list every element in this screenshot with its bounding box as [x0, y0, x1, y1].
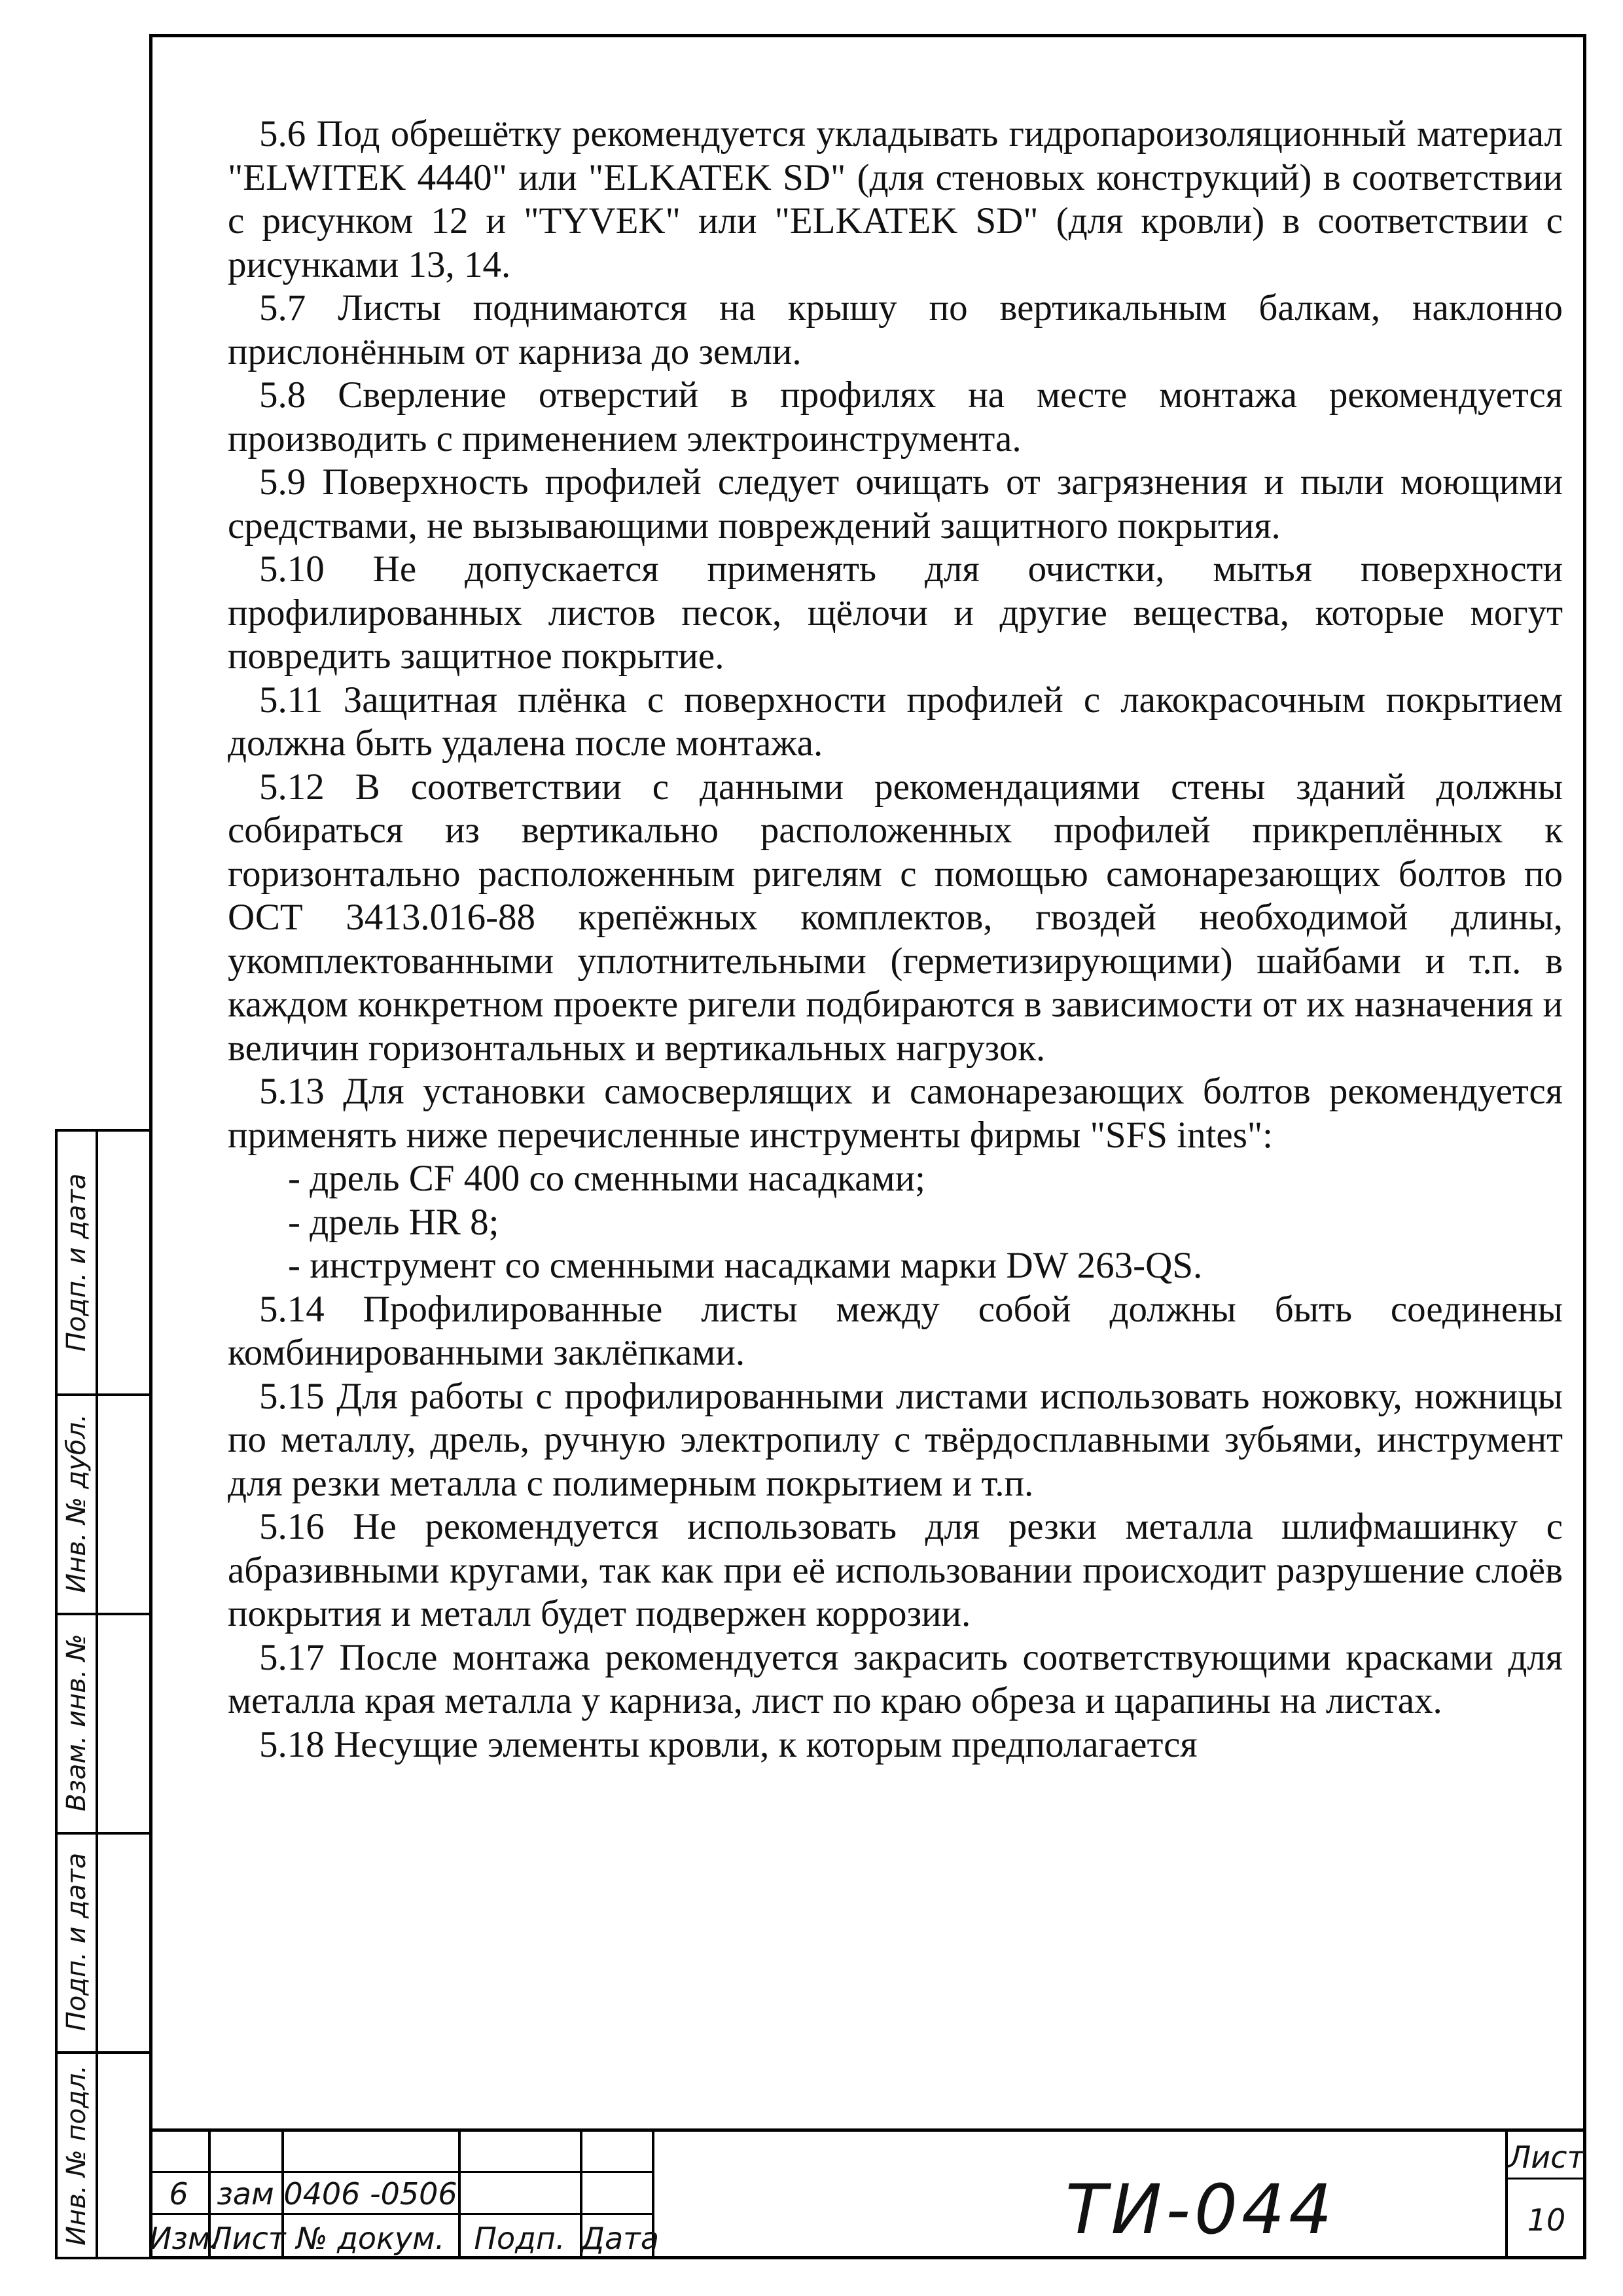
sheet-label: Лист: [1508, 2140, 1585, 2175]
paragraph: 5.9 Поверхность профилей следует очищать от загрязнения и пыли моющими средствами, не вызывающими повреждений защитного покрытия.: [228, 461, 1563, 547]
header-date: Дата: [581, 2221, 660, 2256]
paragraph: 5.16 Не рекомендуется использовать для резки металла шлифмашинку с абразивными кругами, так как при её использовании происходит разрушение слоёв покрытия и металл будет подвержен коррозии.: [228, 1506, 1563, 1634]
tb-divider: [149, 2171, 652, 2173]
strip-label-repl-inv: Взам. инв. №: [62, 1633, 92, 1812]
tb-divider: [149, 2213, 652, 2215]
paragraph: 5.6 Под обрешётку рекомендуется укладывать гидропароизоляционный материал "ELWITEK 4440" или "ELKATEK SD" (для стеновых конструкций) в соответствии с рисунком 12 и "TYVEK" или "ELKATEK SD" (для кровли) в соответствии с рисунками 13, 14.: [228, 113, 1563, 285]
rev-change: зам: [217, 2176, 274, 2212]
title-block: [149, 2128, 1586, 2259]
paragraph: 5.18 Несущие элементы кровли, к которым предполагается: [259, 1723, 1198, 1765]
header-list: Лист: [209, 2221, 286, 2256]
side-strip: [55, 1129, 149, 2259]
paragraph: 5.10 Не допускается применять для очистки, мытья поверхности профилированных листов песок, щёлочи и другие вещества, которые могут повредить защитное покрытие.: [228, 548, 1563, 677]
paragraph: 5.11 Защитная плёнка с поверхности профилей с лакокрасочным покрытием должна быть удалена после монтажа.: [228, 679, 1563, 764]
header-izm: Изм.: [149, 2221, 221, 2256]
document-designation: ТИ-044: [1065, 2170, 1336, 2250]
paragraph: 5.8 Сверление отверстий в профилях на месте монтажа рекомендуется производить с применением электроинструмента.: [228, 374, 1563, 459]
header-signature: Подп.: [474, 2221, 565, 2256]
strip-label-sign-date: Подп. и дата: [62, 1852, 92, 2031]
sheet-number: 10: [1527, 2202, 1566, 2238]
paragraph: 5.17 После монтажа рекомендуется закрасить соответствующими красками для металла края металла у карниза, лист по краю обреза и царапины на листах.: [228, 1636, 1563, 1721]
body-text: [228, 113, 1563, 1767]
paragraph: 5.15 Для работы с профилированными листами использовать ножовку, ножницы по металлу, дрель, ручную электропилу с твёрдосплавными зубьями, инструмент для резки металла с полимерным покрытием и т.п.: [228, 1375, 1563, 1504]
header-doc-number: № докум.: [296, 2221, 445, 2256]
paragraph: 5.13 Для установки самосверлящих и самонарезающих болтов рекомендуется применять ниже перечисленные инструменты фирмы "SFS intes":: [228, 1071, 1563, 1156]
strip-label-orig-inv: Инв. № подл.: [62, 2065, 92, 2246]
strip-label-dup-inv: Инв. № дубл.: [62, 1413, 92, 1593]
list-item: - дрель CF 400 со сменными насадками;: [288, 1158, 925, 1199]
list-item: - дрель HR 8;: [288, 1201, 499, 1243]
paragraph: 5.7 Листы поднимаются на крышу по вертикальным балкам, наклонно прислонённым от карниза до земли.: [228, 287, 1563, 372]
paragraph: 5.12 В соответствии с данными рекомендациями стены зданий должны собираться из вертикально расположенных профилей прикреплённых к горизонтально расположенным ригелям с помощью самонарезающих болтов по ОСТ 3413.016-88 крепёжных комплектов, гвоздей необходимой длины, укомплектованными уплотнительными (герметизирующими) шайбами и т.п. в каждом конкретном проекте ригели подбираются в зависимости от их назначения и величин горизонтальных и вертикальных нагрузок.: [228, 766, 1563, 1069]
strip-label-sign-date: Подп. и дата: [62, 1173, 92, 1352]
tb-divider: [1505, 2178, 1586, 2179]
rev-doc: 0406 -0506: [283, 2176, 457, 2212]
list-item: - инструмент со сменными насадками марки DW 263-QS.: [288, 1245, 1203, 1286]
paragraph: 5.14 Профилированные листы между собой должны быть соединены комбинированными заклёпками.: [228, 1288, 1563, 1373]
rev-number: 6: [169, 2176, 188, 2212]
